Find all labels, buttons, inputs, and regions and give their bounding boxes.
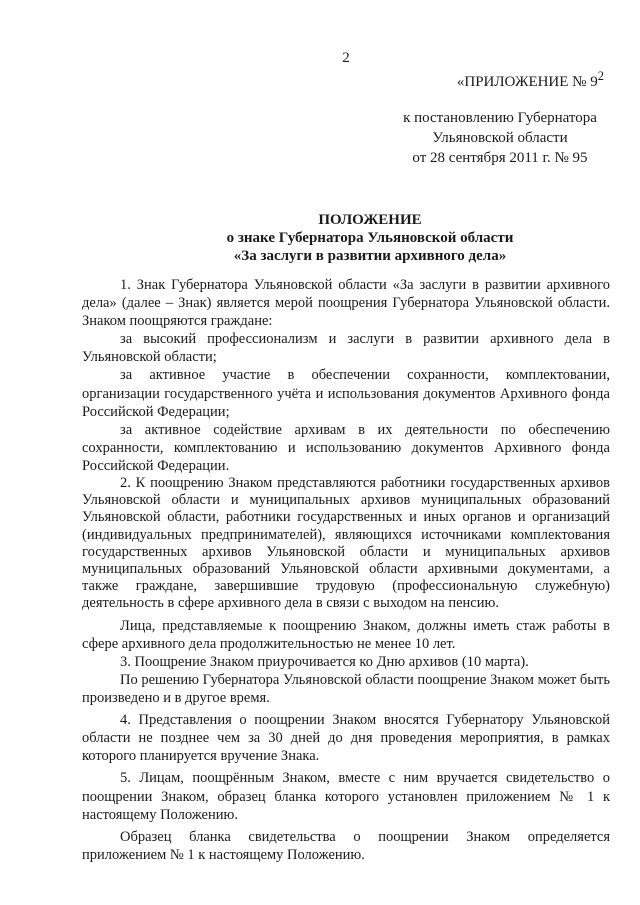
paragraph-4: 4. Представления о поощрении Знаком вносятся Губернатору Ульяновской области не позднее чем за 30 дней до дня проведения мероприятия, в рамках которого планируется вручение Знака. (82, 712, 610, 765)
paragraph-2a: Лица, представляемые к поощрению Знаком, должны иметь стаж работы в сфере архивного дела продолжительностью не менее 10 лет. (82, 617, 610, 652)
paragraph-3: 3. Поощрение Знаком приурочивается ко Дню архивов (10 марта). (120, 653, 529, 670)
heading-subtitle-2: «За заслуги в развитии архивного дела» (233, 248, 507, 264)
paragraph-1c: за активное содействие архивам в их деятельности по обеспечению сохранности, комплектованию и использованию документов Архивного фонда Российской Федерации. (82, 421, 610, 474)
page-number: 2 (342, 50, 350, 66)
document-heading (82, 211, 640, 265)
paragraph-2: 2. К поощрению Знаком представляются работники государственных архивов Ульяновской области и муниципальных архивов муниципальных образований Ульяновской области, работники государственных и иных органов и организаций (индивидуальных предпринимателей), являющихся источниками комплектования государственных архивов Ульяновской области и муниципальных архивов муниципальных образований Ульяновской области архивными документами, а также граждане, завершившие трудовую (профессиональную служебную) деятельность в сфере архивного дела в связи с выходом на пенсию. (82, 475, 610, 612)
appendix-title-text: «ПРИЛОЖЕНИЕ № 9 (456, 74, 598, 90)
appendix-ref-line-2: Ульяновской области (432, 130, 568, 146)
paragraph-1: 1. Знак Губернатора Ульяновской области «За заслуги в развитии архивного дела» (далее – Знак) является мерой поощрения Губернатора Ульяновской области. Знаком поощряются граждане: (82, 277, 610, 330)
appendix-title (394, 66, 604, 92)
appendix-superscript: 2 (597, 69, 604, 83)
appendix-ref-line-1: к постановлению Губернатора (403, 110, 597, 126)
paragraph-3a: По решению Губернатора Ульяновской области поощрение Знаком может быть произведено и в другое время. (82, 671, 610, 707)
paragraph-1a: за высокий профессионализм и заслуги в развитии архивного дела в Ульяновской области; (82, 331, 610, 366)
paragraph-1b: за активное участие в обеспечении сохранности, комплектовании, организации государственного учёта и использования документов Архивного фонда Российской Федерации; (82, 367, 610, 420)
paragraph-5a: Образец бланка свидетельства о поощрении Знаком определяется приложением № 1 к настоящему Положению. (82, 828, 610, 863)
heading-subtitle-1: о знаке Губернатора Ульяновской области (226, 230, 514, 246)
appendix-reference (395, 108, 605, 168)
document-body (82, 276, 610, 864)
heading-title: ПОЛОЖЕНИЕ (318, 212, 422, 228)
paragraph-5: 5. Лицам, поощрённым Знаком, вместе с ним вручается свидетельство о поощрении Знаком, образец бланка которого установлен приложением № 1 к настоящему Положению. (82, 770, 610, 823)
appendix-ref-line-3: от 28 сентября 2011 г. № 95 (412, 150, 588, 166)
